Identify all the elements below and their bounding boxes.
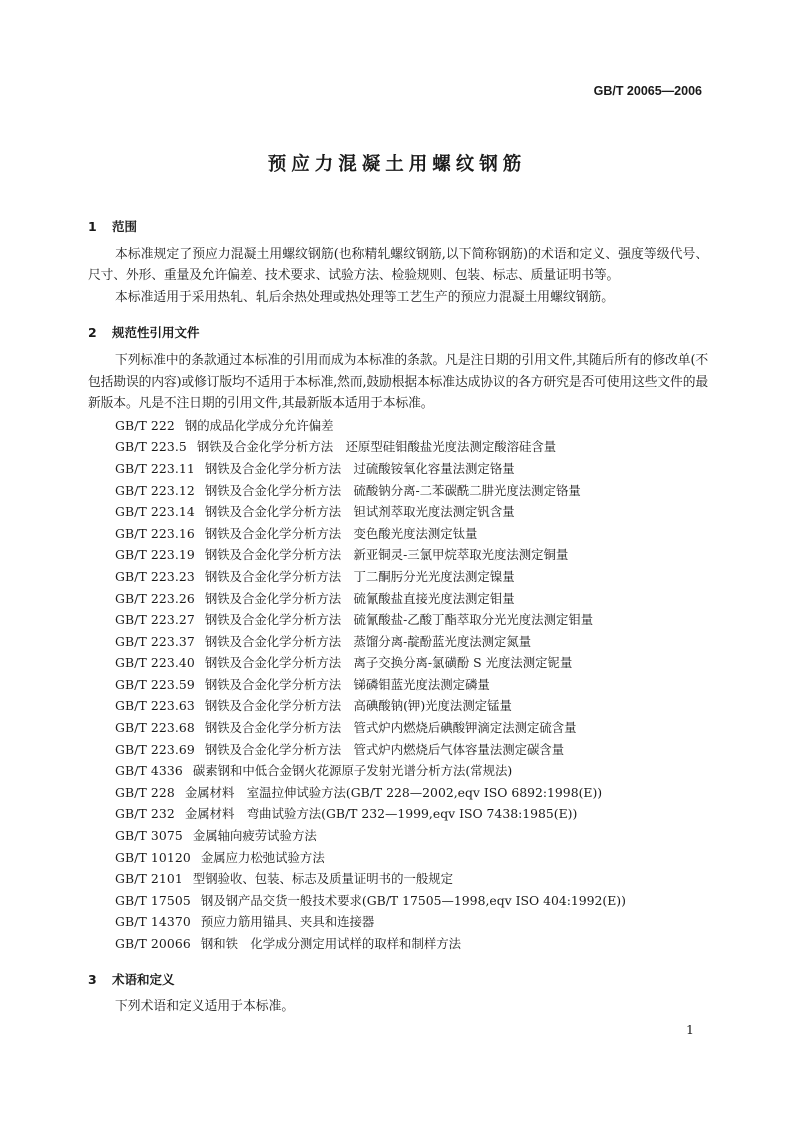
reference-item <box>88 695 708 717</box>
section-title: 范围 <box>112 219 138 234</box>
reference-title: 钢铁及合金化学分析方法 丁二酮肟分光光度法测定镍量 <box>204 568 515 584</box>
reference-title: 钢及钢产品交货一般技术要求(GB/T 17505—1998,eqv ISO 404:1992(E)) <box>200 892 626 908</box>
section-title: 规范性引用文件 <box>112 325 200 341</box>
reference-code: GB/T 223.16 <box>115 525 195 541</box>
reference-item <box>88 933 708 955</box>
reference-title: 金属材料 弯曲试验方法(GB/T 232—1999,eqv ISO 7438:1985(E)) <box>184 806 578 822</box>
reference-code: GB/T 20066 <box>115 936 191 951</box>
reference-title: 钢铁及合金化学分析方法 变色酸光度法测定钛量 <box>204 525 478 541</box>
reference-item <box>88 523 708 545</box>
normative-refs-intro: 下列标准中的条款通过本标准的引用而成为本标准的条款。凡是注日期的引用文件,其随后所有的修改单(不包括勘误的内容)或修订版均不适用于本标准,然而,鼓励根据本标准达成协议的各方研究是否可使用这些文件的最新版本。凡是不注日期的引用文件,其最新版本适用于本标准。 <box>88 352 708 412</box>
reference-item <box>88 631 708 653</box>
reference-item <box>88 890 708 912</box>
document-title: 预应力混凝土用螺纹钢筋 <box>267 154 527 175</box>
reference-code: GB/T 223.27 <box>115 612 195 628</box>
document-body <box>88 212 708 1018</box>
reference-item <box>88 566 708 588</box>
reference-item <box>88 415 708 437</box>
reference-title: 钢铁及合金化学分析方法 过硫酸铵氧化容量法测定铬量 <box>204 460 515 476</box>
reference-item <box>88 803 708 825</box>
reference-title: 钢铁及合金化学分析方法 管式炉内燃烧后气体容量法测定碳含量 <box>204 741 565 757</box>
reference-item <box>88 544 708 566</box>
reference-title: 钢铁及合金化学分析方法 还原型硅钼酸盐光度法测定酸溶硅含量 <box>196 439 557 455</box>
reference-code: GB/T 228 <box>115 784 175 800</box>
reference-item <box>88 588 708 610</box>
reference-item <box>88 868 708 890</box>
reference-code: GB/T 17505 <box>115 892 191 908</box>
section-heading-scope <box>88 216 708 238</box>
reference-item <box>88 847 708 869</box>
reference-code: GB/T 10120 <box>115 849 191 865</box>
reference-code: GB/T 223.69 <box>115 741 195 757</box>
reference-title: 钢铁及合金化学分析方法 硫氰酸盐直接光度法测定钼量 <box>204 590 515 606</box>
reference-code: GB/T 223.19 <box>115 547 195 563</box>
reference-list <box>88 415 708 955</box>
section-title: 术语和定义 <box>112 971 175 987</box>
reference-code: GB/T 223.26 <box>115 590 195 606</box>
reference-title: 预应力筋用锚具、夹具和连接器 <box>200 914 375 930</box>
reference-title: 钢铁及合金化学分析方法 硫酸钠分离-二苯碳酰二肼光度法测定铬量 <box>204 482 581 498</box>
scope-paragraph-1: 本标准规定了预应力混凝土用螺纹钢筋(也称精轧螺纹钢筋,以下简称钢筋)的术语和定义、强度等级代号、尺寸、外形、重量及允许偏差、技术要求、试验方法、检验规则、包装、标志、质量证明书等。 <box>88 246 708 284</box>
reference-item <box>88 739 708 761</box>
reference-code: GB/T 223.40 <box>115 655 195 671</box>
reference-code: GB/T 223.68 <box>115 720 195 736</box>
reference-item <box>88 674 708 696</box>
section-number: 2 <box>88 325 97 341</box>
reference-item <box>88 717 708 739</box>
section-heading-normative-refs <box>88 322 708 344</box>
reference-code: GB/T 223.5 <box>115 439 187 455</box>
reference-title: 钢铁及合金化学分析方法 高碘酸钠(钾)光度法测定锰量 <box>204 698 512 714</box>
reference-title: 型钢验收、包装、标志及质量证明书的一般规定 <box>192 871 454 887</box>
reference-item <box>88 501 708 523</box>
reference-code: GB/T 3075 <box>115 828 183 844</box>
reference-title: 钢和铁 化学成分测定用试样的取样和制样方法 <box>200 936 462 951</box>
section-heading-terms <box>88 969 708 991</box>
reference-title: 钢铁及合金化学分析方法 管式炉内燃烧后碘酸钾滴定法测定硫含量 <box>204 720 577 736</box>
reference-title: 金属应力松弛试验方法 <box>200 849 325 865</box>
reference-item <box>88 458 708 480</box>
reference-code: GB/T 223.23 <box>115 568 195 584</box>
reference-item <box>88 652 708 674</box>
reference-title: 钢铁及合金化学分析方法 蒸馏分离-靛酚蓝光度法测定氮量 <box>204 633 532 649</box>
reference-code: GB/T 14370 <box>115 914 191 930</box>
reference-code: GB/T 223.14 <box>115 504 195 520</box>
reference-code: GB/T 223.63 <box>115 698 195 714</box>
reference-title: 钢铁及合金化学分析方法 新亚铜灵-三氯甲烷萃取光度法测定铜量 <box>204 547 569 563</box>
reference-title: 碳素钢和中低合金钢火花源原子发射光谱分析方法(常规法) <box>192 763 513 779</box>
reference-title: 钢铁及合金化学分析方法 离子交换分离-氯磺酚 S 光度法测定铌量 <box>204 655 573 671</box>
reference-item <box>88 436 708 458</box>
reference-item <box>88 911 708 933</box>
terms-intro: 下列术语和定义适用于本标准。 <box>115 999 295 1015</box>
reference-item <box>88 782 708 804</box>
reference-code: GB/T 232 <box>115 806 175 822</box>
page-number: 1 <box>686 1022 694 1037</box>
section-number: 3 <box>88 971 97 987</box>
reference-item <box>88 760 708 782</box>
standard-code: GB/T 20065—2006 <box>593 84 702 98</box>
reference-item <box>88 825 708 847</box>
reference-item <box>88 609 708 631</box>
reference-title: 金属轴向疲劳试验方法 <box>192 828 317 844</box>
reference-code: GB/T 223.37 <box>115 633 195 649</box>
reference-code: GB/T 222 <box>115 417 175 433</box>
reference-title: 金属材料 室温拉伸试验方法(GB/T 228—2002,eqv ISO 6892:1998(E)) <box>184 784 603 800</box>
reference-code: GB/T 2101 <box>115 871 183 887</box>
reference-code: GB/T 223.11 <box>115 460 195 476</box>
reference-title: 钢铁及合金化学分析方法 锑磷钼蓝光度法测定磷量 <box>204 676 490 692</box>
reference-code: GB/T 223.59 <box>115 676 195 692</box>
reference-item <box>88 480 708 502</box>
reference-title: 钢铁及合金化学分析方法 硫氰酸盐-乙酸丁酯萃取分光光度法测定钼量 <box>204 612 594 628</box>
reference-code: GB/T 223.12 <box>115 482 195 498</box>
reference-title: 钢的成品化学成分允许偏差 <box>184 417 334 433</box>
section-number: 1 <box>88 219 97 234</box>
scope-paragraph-2: 本标准适用于采用热轧、轧后余热处理或热处理等工艺生产的预应力混凝土用螺纹钢筋。 <box>115 289 615 305</box>
reference-title: 钢铁及合金化学分析方法 钽试剂萃取光度法测定钒含量 <box>204 504 515 520</box>
reference-code: GB/T 4336 <box>115 763 183 779</box>
